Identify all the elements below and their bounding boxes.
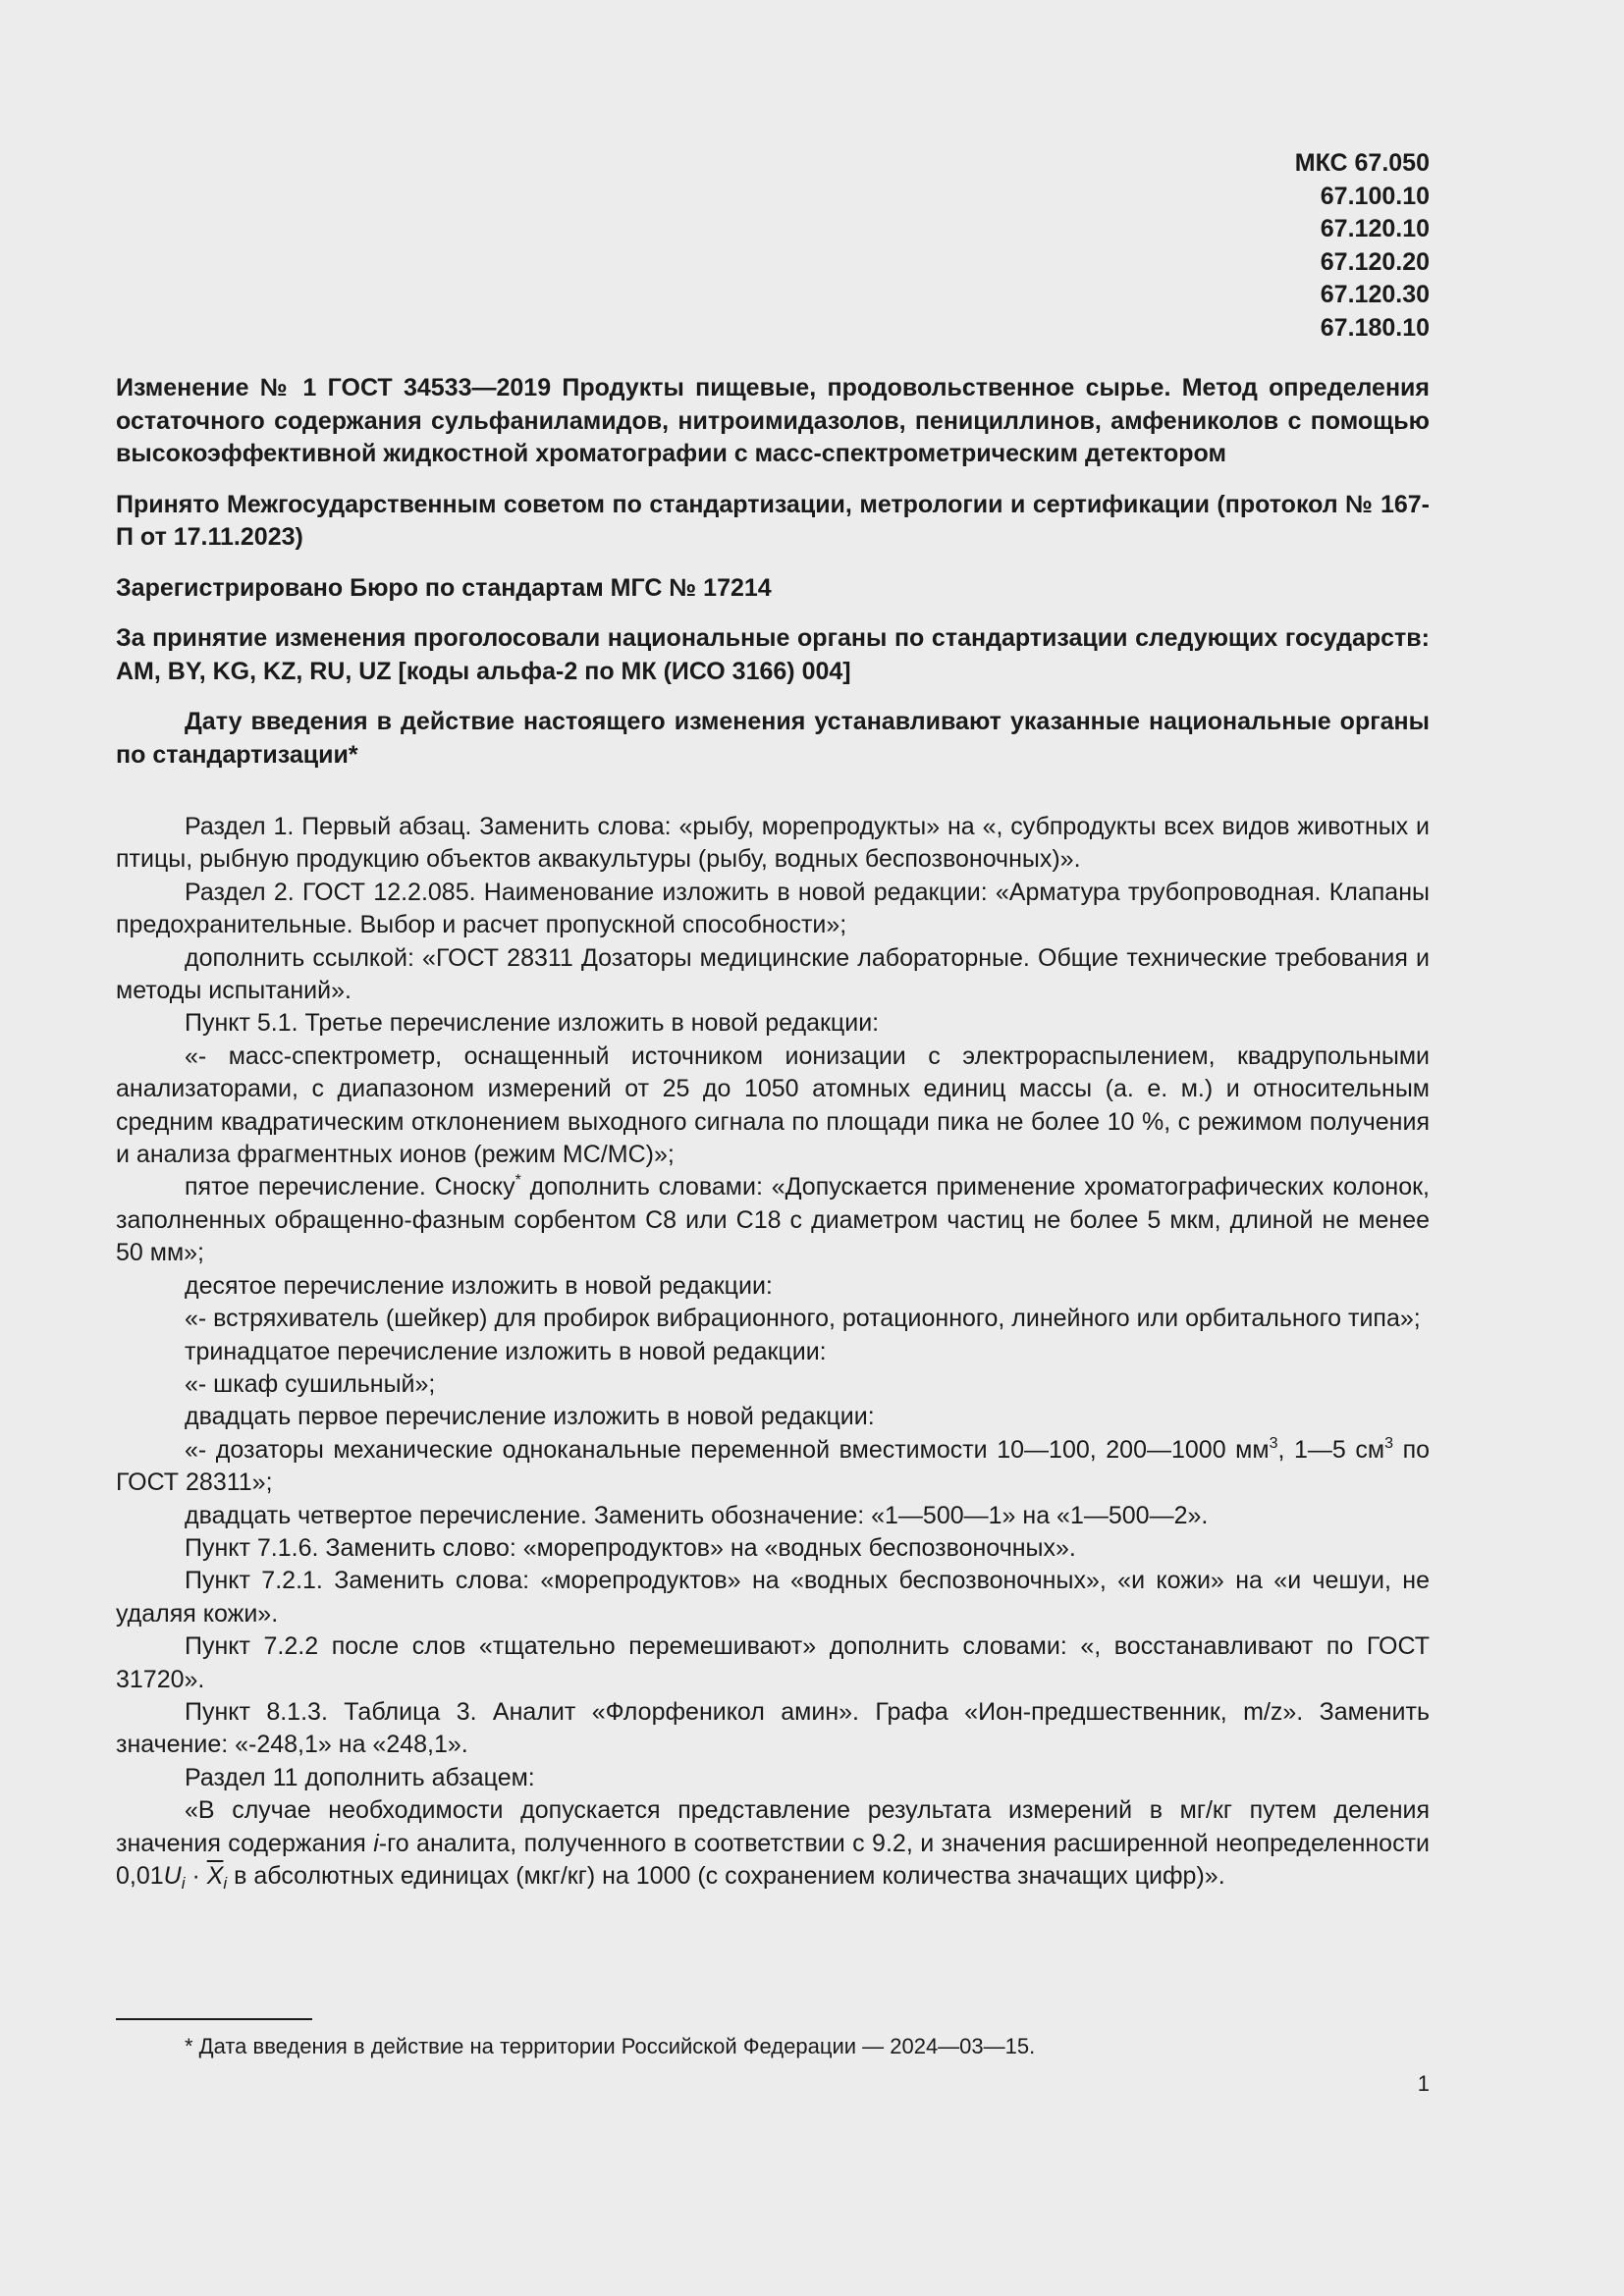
text-run: по ГОСТ 28311»;	[116, 1435, 1431, 1497]
paragraph: дополнить ссылкой: «ГОСТ 28311 Дозаторы медицинские лабораторные. Общие технические требования и методы испытаний».	[116, 943, 1430, 1005]
subscript: i	[181, 1874, 186, 1893]
paragraph	[116, 1171, 1430, 1269]
effective-date-statement: Дату введения в действие настоящего изменения устанавливают указанные национальные органы по стандартизации*	[116, 708, 1430, 769]
superscript: 3	[1384, 1434, 1393, 1452]
paragraph: Раздел 2. ГОСТ 12.2.085. Наименование изложить в новой редакции: «Арматура трубопроводная. Клапаны предохранительные. Выбор и расчет пропускной способности»;	[116, 878, 1430, 939]
amendment-body	[116, 811, 1430, 1893]
paragraph: Пункт 7.2.2 после слов «тщательно перемешивают» дополнить словами: «, восстанавливают по ГОСТ 31720».	[116, 1632, 1430, 1693]
paragraph: Раздел 11 дополнить абзацем:	[185, 1763, 535, 1791]
paragraph: Пункт 8.1.3. Таблица 3. Аналит «Флорфеникол амин». Графа «Ион-предшественник, m/z». Заменить значение: «-248,1» на «248,1».	[116, 1697, 1430, 1759]
mks-code: 67.100.10	[1320, 182, 1430, 210]
paragraph: Пункт 7.1.6. Заменить слово: «морепродуктов» на «водных беспозвоночных».	[185, 1533, 1076, 1562]
adopted-statement: Принято Межгосударственным советом по стандартизации, метрологии и сертификации (протокол № 167-П от 17.11.2023)	[116, 490, 1430, 551]
paragraph	[116, 1434, 1430, 1500]
paragraph	[116, 1794, 1430, 1893]
text-run: , 1—5 см	[1277, 1435, 1385, 1464]
footnote-marker: *	[514, 1172, 521, 1190]
document-title: Изменение № 1 ГОСТ 34533—2019 Продукты пищевые, продовольственное сырье. Метод определения остаточного содержания сульфаниламидов, нитроимидазолов, пенициллинов, амфениколов с помощью высокоэффективной жидкостной хроматографии с масс-спектрометрическим детектором	[116, 374, 1430, 467]
paragraph: «- масс-спектрометр, оснащенный источником ионизации с электрораспылением, квадрупольными анализаторами, с диапазоном измерений от 25 до 1050 атомных единиц массы (а. е. м.) и относительным средним квадратическим отклонением выходного сигнала по площади пика не более 10 %, с режимом получения и анализа фрагментных ионов (режим МС/МС)»;	[116, 1041, 1430, 1169]
paragraph: «- встряхиватель (шейкер) для пробирок вибрационного, ротационного, линейного или орбитального типа»;	[185, 1305, 1421, 1333]
mks-code: 67.120.20	[1320, 247, 1430, 276]
mks-code: 67.120.10	[1320, 215, 1430, 242]
paragraph: «- шкаф сушильный»;	[185, 1369, 436, 1398]
subscript: i	[223, 1874, 228, 1893]
paragraph: Пункт 5.1. Третье перечисление изложить в новой редакции:	[185, 1009, 880, 1038]
voted-statement: За принятие изменения проголосовали национальные органы по стандартизации следующих государств: AM, BY, KG, KZ, RU, UZ [коды альфа-2 по МК (ИСО 3166) 004]	[116, 624, 1430, 685]
text-run: «- дозаторы механические одноканальные переменной вместимости 10—100, 200—1000 мм	[185, 1435, 1270, 1464]
math-variable: U	[163, 1862, 182, 1890]
classification-codes	[116, 147, 1430, 345]
math-variable-mean: $\overline{X}$	[206, 1862, 224, 1890]
text-run: -го аналита, полученного в соответствии с 9.2, и значения расширенной неопределенности 0,01	[116, 1829, 1430, 1890]
math-variable: i	[373, 1829, 379, 1857]
paragraph: двадцать первое перечисление изложить в новой редакции:	[185, 1403, 875, 1431]
document-page	[116, 147, 1430, 1893]
math-operator: ·	[185, 1862, 207, 1890]
page-number: 1	[1417, 2071, 1430, 2096]
document-header	[116, 372, 1430, 772]
mks-code: 67.120.30	[1320, 281, 1430, 308]
paragraph: Раздел 1. Первый абзац. Заменить слова: «рыбу, морепродукты» на «, субпродукты всех видов животных и птицы, рыбную продукцию объектов аквакультуры (рыбу, водных беспозвоночных)».	[116, 813, 1430, 874]
paragraph: тринадцатое перечисление изложить в новой редакции:	[185, 1337, 827, 1365]
superscript: 3	[1269, 1434, 1278, 1452]
paragraph: десятое перечисление изложить в новой редакции:	[185, 1271, 773, 1300]
registered-statement: Зарегистрировано Бюро по стандартам МГС № 17214	[116, 573, 772, 602]
mks-code-primary: МКС 67.050	[1294, 149, 1430, 177]
text-run: дополнить словами: «Допускается применение хроматографических колонок, заполненных обращенно-фазным сорбентом С8 или С18 с диаметром частиц не более 5 мкм, длиной не менее 50 мм»;	[116, 1173, 1431, 1267]
footnote-divider	[116, 2018, 312, 2020]
text-run: пятое перечисление. Сноску	[185, 1173, 515, 1201]
paragraph: двадцать четвертое перечисление. Заменить обозначение: «1—500—1» на «1—500—2».	[185, 1501, 1209, 1529]
mks-code: 67.180.10	[1320, 313, 1430, 342]
footnote: * Дата введения в действие на территории Российской Федерации — 2024—03—15.	[185, 2034, 1036, 2058]
text-run: «В случае необходимости допускается представление результата измерений в мг/кг путем деления значения содержания	[116, 1796, 1430, 1857]
paragraph: Пункт 7.2.1. Заменить слова: «морепродуктов» на «водных беспозвоночных», «и кожи» на «и чешуи, не удаляя кожи».	[116, 1567, 1430, 1628]
text-run: в абсолютных единицах (мкг/кг) на 1000 (с сохранением количества значащих цифр)».	[227, 1862, 1225, 1890]
